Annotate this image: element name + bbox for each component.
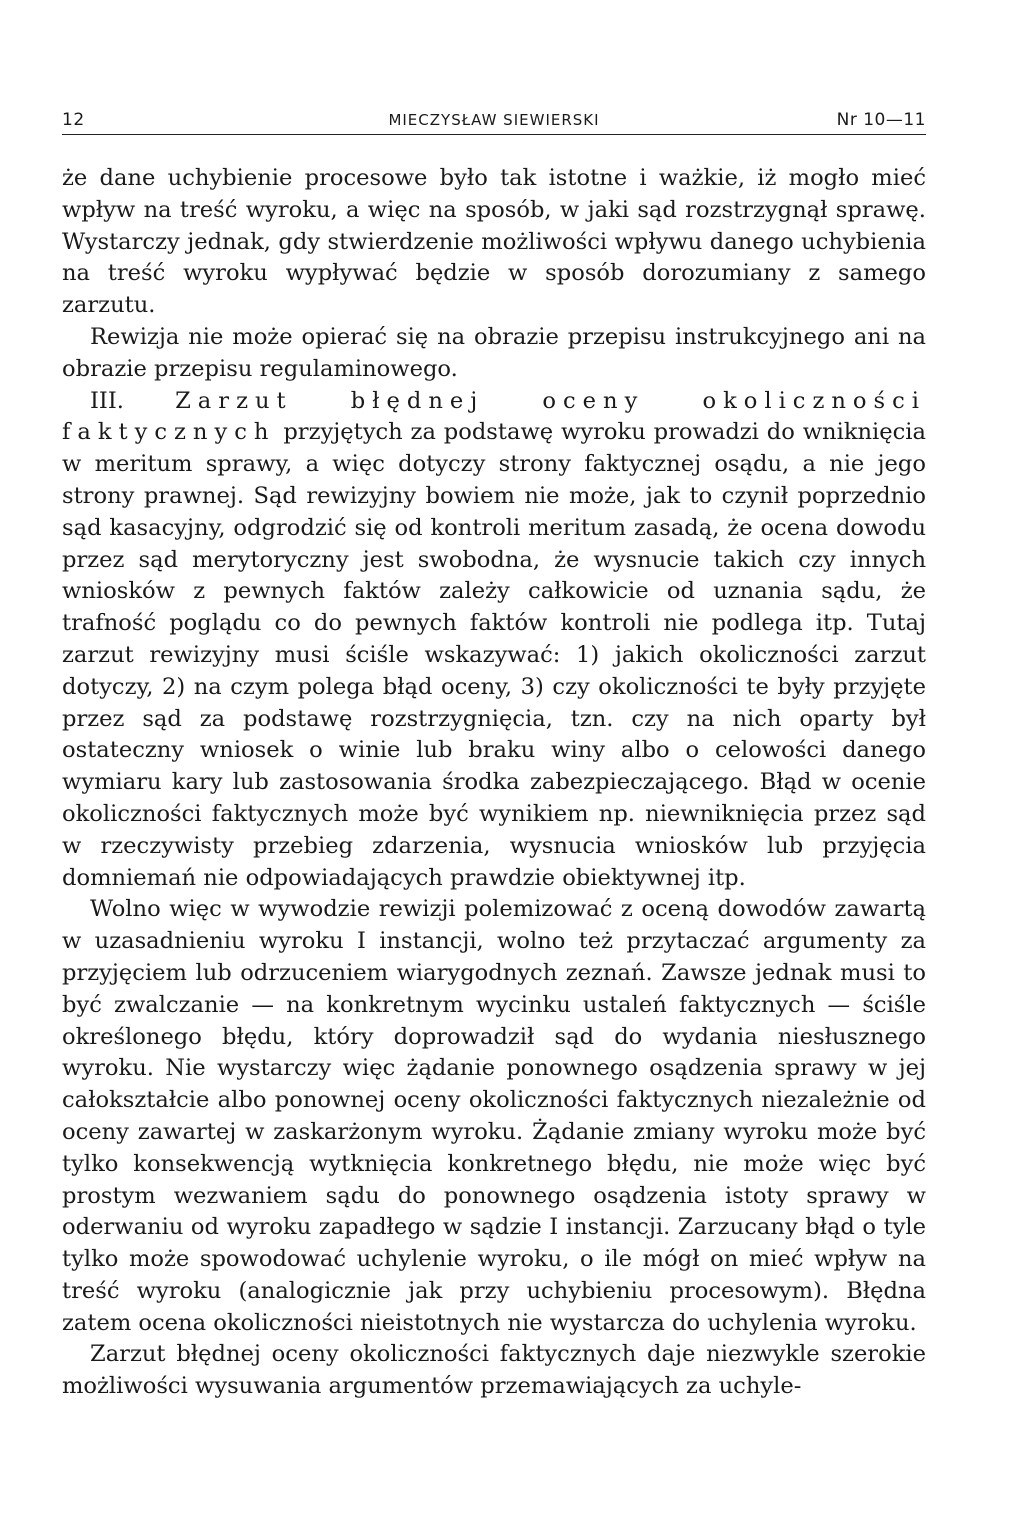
paragraph-1-text: że dane uchybienie procesowe było tak istotne i ważkie, iż mogło mieć wpływ na treść wyroku, a więc na sposób, w jaki sąd rozstrzygnął sprawę. Wystarczy jednak, gdy stwierdzenie możliwości wpływu danego uchybienia na treść wyroku wypływać będzie w sposób dorozumiany z samego zarzutu. bbox=[62, 165, 926, 319]
paragraph-2 bbox=[62, 322, 926, 386]
running-header-author: MIECZYSŁAW SIEWIERSKI bbox=[388, 111, 600, 129]
page bbox=[62, 100, 926, 1403]
section-number: III. bbox=[90, 387, 124, 414]
section-heading-spaced: Zarzut błędnej oceny okoliczności faktycznych bbox=[62, 387, 926, 446]
paragraph-3-text: przyjętych za podstawę wyroku prowadzi do wniknięcia w meritum sprawy, a więc dotyczy strony faktycznej osądu, a nie jego strony prawnej. Sąd rewizyjny bowiem nie może, jak to czynił poprzednio sąd kasacyjny, odgrodzić się od kontroli meritum zasadą, że ocena dowodu przez sąd merytoryczny jest swobodna, że wysnucie takich czy innych wniosków z pewnych faktów zależy całkowicie od uznania sądu, że trafność poglądu co do pewnych faktów kontroli nie podlega itp. Tutaj zarzut rewizyjny musi ściśle wskazywać: 1) jakich okoliczności zarzut dotyczy, 2) na czym polega błąd oceny, 3) czy okoliczności te były przyjęte przez sąd za podstawę rozstrzygnięcia, tzn. czy na nich oparty był ostateczny wniosek o winie lub braku winy albo o celowości danego wymiaru kary lub zastosowania środka zabezpieczającego. Błąd w ocenie okoliczności faktycznych może być wynikiem np. niewniknięcia przez sąd w rzeczywisty przebieg zdarzenia, wysnucia wniosków lub przyjęcia domniemań nie odpowiadających prawdzie obiektywnej itp. bbox=[62, 419, 927, 891]
paragraph-4-text: Wolno więc w wywodzie rewizji polemizować z oceną dowodów zawartą w uzasadnieniu wyroku I instancji, wolno też przytaczać argumenty za przyjęciem lub odrzuceniem wiarygodnych zeznań. Zawsze jednak musi to być zwalczanie — na konkretnym wycinku ustaleń faktycznych — ściśle określonego błędu, który doprowadził sąd do wydania niesłusznego wyroku. Nie wystarczy więc żądanie ponownego osądzenia sprawy w jej całokształcie albo ponownej oceny okoliczności faktycznych niezależnie od oceny zawartej w zaskarżonym wyroku. Żądanie zmiany wyroku może być tylko konsekwencją wytknięcia konkretnego błędu, nie może więc być prostym wezwaniem sądu do ponownego osądzenia istoty sprawy w oderwaniu od wyroku zapadłego w sądzie I instancji. Zarzucany błąd o tyle tylko może spowodować uchylenie wyroku, o ile mógł on mieć wpływ na treść wyroku (analogicznie jak przy uchybieniu procesowym). Błędna zatem ocena okoliczności nieistotnych nie wystarcza do uchylenia wyroku. bbox=[62, 896, 926, 1336]
page-number: 12 bbox=[62, 110, 85, 130]
paragraph-4 bbox=[62, 894, 926, 1339]
body-text bbox=[62, 163, 926, 1403]
paragraph-1 bbox=[62, 163, 926, 322]
issue-number: Nr 10—11 bbox=[836, 110, 926, 130]
running-header bbox=[62, 100, 926, 135]
paragraph-2-text: Rewizja nie może opierać się na obrazie przepisu instrukcyjnego ani na obrazie przepisu regulaminowego. bbox=[62, 323, 926, 382]
paragraph-5 bbox=[62, 1339, 926, 1403]
paragraph-3 bbox=[62, 386, 926, 895]
paragraph-5-text: Zarzut błędnej oceny okoliczności faktycznych daje niezwykle szerokie możliwości wysuwania argumentów przemawiających za uchyle- bbox=[62, 1341, 926, 1400]
